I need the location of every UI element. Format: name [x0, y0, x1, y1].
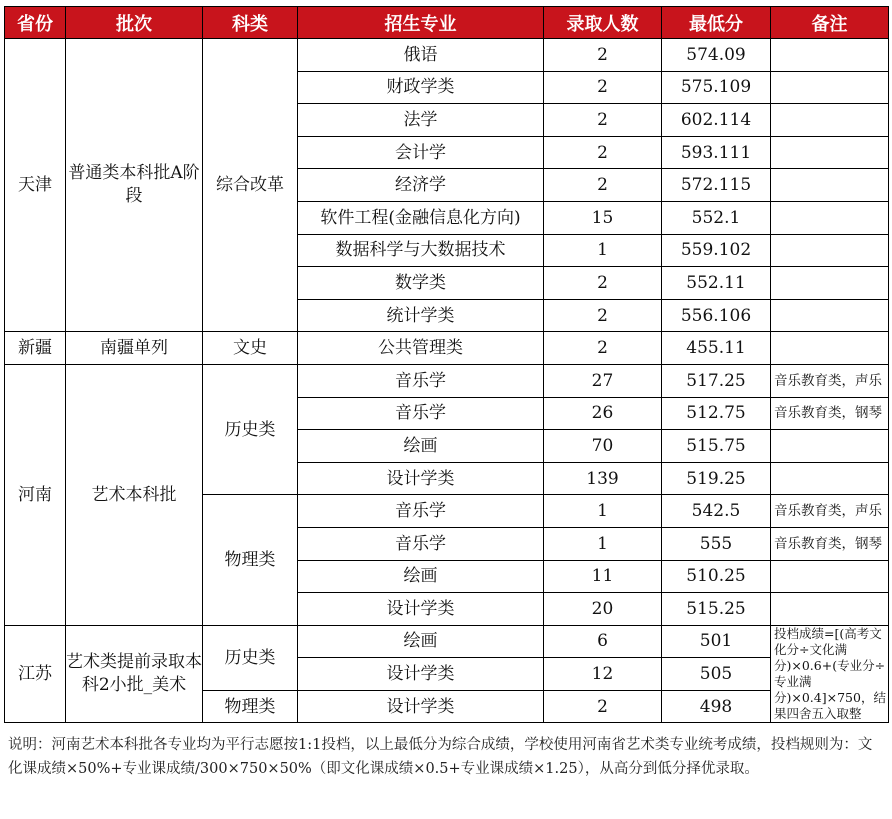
major-cell: 公共管理类	[298, 332, 544, 365]
remark-cell: 投档成绩=[(高考文化分÷文化满分)×0.6+(专业分÷专业满分)×0.4]×750，结果四舍五入取整	[771, 625, 889, 723]
score-cell: 542.5	[662, 495, 771, 528]
header-min-score: 最低分	[662, 7, 771, 39]
major-cell: 音乐学	[298, 364, 544, 397]
count-cell: 1	[544, 234, 662, 267]
count-cell: 27	[544, 364, 662, 397]
remark-cell	[771, 430, 889, 463]
header-major: 招生专业	[298, 7, 544, 39]
remark-cell	[771, 136, 889, 169]
score-cell: 498	[662, 690, 771, 723]
major-cell: 设计学类	[298, 658, 544, 691]
count-cell: 139	[544, 462, 662, 495]
footnote: 说明：河南艺术本科批各专业均为平行志愿按1:1投档，以上最低分为综合成绩，学校使用河南省艺术类专业统考成绩，投档规则为：文化课成绩×50%+专业课成绩/300×750×50%（即文化课成绩×0.5+专业课成绩×1.25），从高分到低分择优录取。	[8, 737, 873, 777]
count-cell: 11	[544, 560, 662, 593]
count-cell: 6	[544, 625, 662, 658]
score-cell: 505	[662, 658, 771, 691]
score-cell: 593.111	[662, 136, 771, 169]
score-cell: 555	[662, 527, 771, 560]
remark-cell	[771, 169, 889, 202]
remark-cell	[771, 267, 889, 300]
score-cell: 515.75	[662, 430, 771, 463]
province-cell: 河南	[5, 364, 66, 625]
score-cell: 510.25	[662, 560, 771, 593]
province-cell: 天津	[5, 39, 66, 332]
count-cell: 2	[544, 169, 662, 202]
score-cell: 556.106	[662, 299, 771, 332]
major-cell: 设计学类	[298, 462, 544, 495]
major-cell: 绘画	[298, 625, 544, 658]
score-cell: 575.109	[662, 71, 771, 104]
count-cell: 12	[544, 658, 662, 691]
major-cell: 设计学类	[298, 690, 544, 723]
category-cell: 文史	[203, 332, 298, 365]
score-cell: 602.114	[662, 104, 771, 137]
score-cell: 574.09	[662, 39, 771, 72]
count-cell: 2	[544, 267, 662, 300]
count-cell: 2	[544, 299, 662, 332]
remark-cell	[771, 71, 889, 104]
major-cell: 财政学类	[298, 71, 544, 104]
count-cell: 2	[544, 104, 662, 137]
remark-cell	[771, 39, 889, 72]
count-cell: 20	[544, 593, 662, 626]
major-cell: 绘画	[298, 430, 544, 463]
score-cell: 501	[662, 625, 771, 658]
province-cell: 新疆	[5, 332, 66, 365]
count-cell: 2	[544, 39, 662, 72]
major-cell: 音乐学	[298, 397, 544, 430]
major-cell: 设计学类	[298, 593, 544, 626]
header-category: 科类	[203, 7, 298, 39]
admission-table	[4, 6, 889, 723]
major-cell: 俄语	[298, 39, 544, 72]
score-cell: 572.115	[662, 169, 771, 202]
remark-cell: 音乐教育类，钢琴	[771, 397, 889, 430]
major-cell: 统计学类	[298, 299, 544, 332]
header-count: 录取人数	[544, 7, 662, 39]
major-cell: 会计学	[298, 136, 544, 169]
score-cell: 515.25	[662, 593, 771, 626]
score-cell: 559.102	[662, 234, 771, 267]
major-cell: 数学类	[298, 267, 544, 300]
category-cell: 历史类	[203, 364, 298, 494]
batch-cell: 南疆单列	[66, 332, 203, 365]
category-cell: 历史类	[203, 625, 298, 690]
score-cell: 519.25	[662, 462, 771, 495]
remark-cell: 音乐教育类，钢琴	[771, 527, 889, 560]
count-cell: 2	[544, 690, 662, 723]
table-row	[5, 332, 889, 365]
remark-cell: 音乐教育类，声乐	[771, 495, 889, 528]
count-cell: 26	[544, 397, 662, 430]
remark-cell	[771, 104, 889, 137]
major-cell: 软件工程(金融信息化方向)	[298, 201, 544, 234]
count-cell: 2	[544, 332, 662, 365]
score-cell: 552.1	[662, 201, 771, 234]
table-row	[5, 39, 889, 72]
major-cell: 音乐学	[298, 495, 544, 528]
count-cell: 2	[544, 136, 662, 169]
score-cell: 512.75	[662, 397, 771, 430]
table-row	[5, 364, 889, 397]
score-cell: 517.25	[662, 364, 771, 397]
remark-cell	[771, 299, 889, 332]
major-cell: 经济学	[298, 169, 544, 202]
province-cell: 江苏	[5, 625, 66, 723]
batch-cell: 艺术本科批	[66, 364, 203, 625]
major-cell: 绘画	[298, 560, 544, 593]
remark-cell: 音乐教育类，声乐	[771, 364, 889, 397]
table-row	[5, 625, 889, 658]
header-remarks: 备注	[771, 7, 889, 39]
remark-cell	[771, 332, 889, 365]
count-cell: 70	[544, 430, 662, 463]
header-province: 省份	[5, 7, 66, 39]
count-cell: 15	[544, 201, 662, 234]
batch-cell: 普通类本科批A阶段	[66, 39, 203, 332]
major-cell: 数据科学与大数据技术	[298, 234, 544, 267]
remark-cell	[771, 462, 889, 495]
remark-cell	[771, 201, 889, 234]
major-cell: 音乐学	[298, 527, 544, 560]
major-cell: 法学	[298, 104, 544, 137]
count-cell: 2	[544, 71, 662, 104]
remark-cell	[771, 593, 889, 626]
batch-cell: 艺术类提前录取本科2小批_美术	[66, 625, 203, 723]
remark-cell	[771, 234, 889, 267]
header-batch: 批次	[66, 7, 203, 39]
remark-cell	[771, 560, 889, 593]
score-cell: 552.11	[662, 267, 771, 300]
category-cell: 物理类	[203, 690, 298, 723]
count-cell: 1	[544, 495, 662, 528]
score-cell: 455.11	[662, 332, 771, 365]
category-cell: 物理类	[203, 495, 298, 625]
table-header	[5, 7, 889, 39]
count-cell: 1	[544, 527, 662, 560]
category-cell: 综合改革	[203, 39, 298, 332]
